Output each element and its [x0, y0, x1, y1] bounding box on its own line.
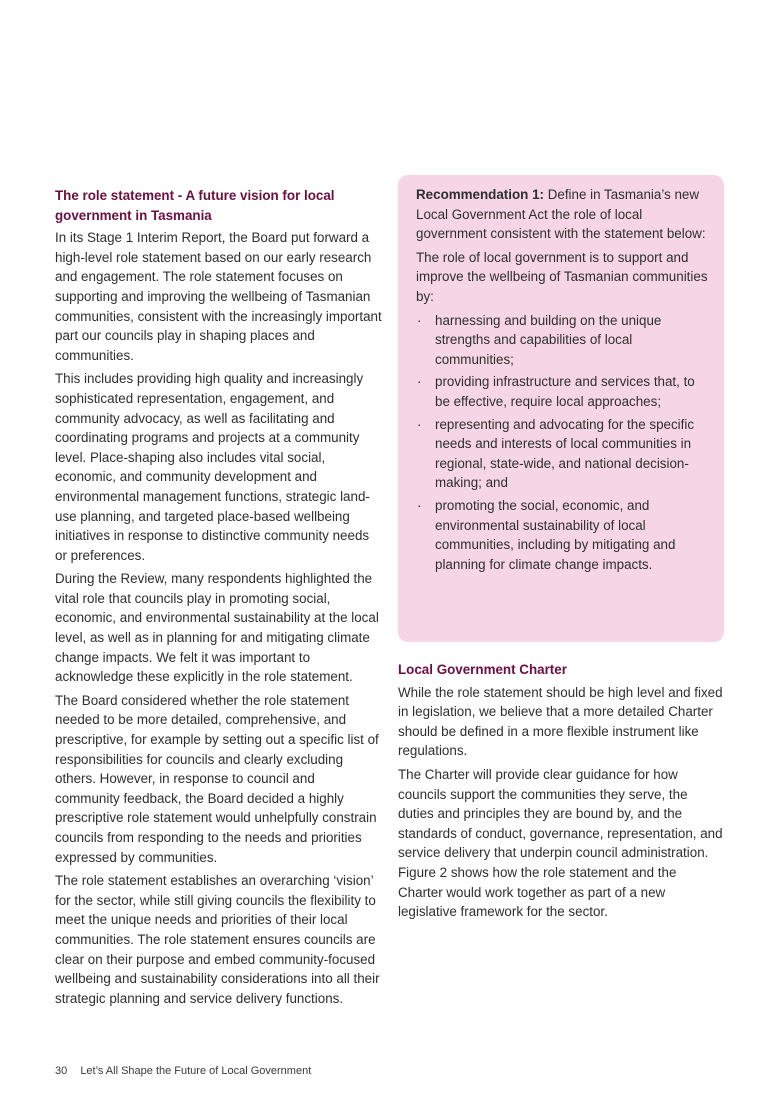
bullet-icon: ·	[417, 497, 422, 513]
recommendation-box	[398, 175, 724, 642]
role-statement-paragraph-5: The role statement establishes an overarching ‘vision’ for the sector, while still giving councils the flexibility to meet the unique needs and priorities of their local communities. The role statement ensures councils are clear on their purpose and embed community-focused wellbeing and sustainability considerations into all their strategic planning and service delivery functions.	[55, 873, 380, 1006]
page-footer	[55, 1065, 311, 1077]
right-column	[398, 175, 724, 926]
role-statement-paragraph-2: This includes providing high quality and increasingly sophisticated representation, engagement, and community advocacy, as well as facilitating and coordinating programs and projects at a community level. Place-shaping also includes vital social, economic, and community development and environmental management functions, strategic land-use planning, and targeted place-based wellbeing initiatives in response to distinctive community needs or preferences.	[55, 371, 370, 563]
role-statement-paragraph-4: The Board considered whether the role statement needed to be more detailed, comprehensive, and prescriptive, for example by setting out a specific list of responsibilities for councils and clearly excluding others. However, in response to council and community feedback, the Board decided a highly prescriptive role statement would unhelpfully constrain councils from responding to the needs and priorities expressed by communities.	[55, 692, 379, 865]
recommendation-item-text: representing and advocating for the specific needs and interests of local communities in regional, state-wide, and national decision-making; and	[435, 416, 695, 491]
role-statement-paragraph-3: During the Review, many respondents highlighted the vital role that councils play in promoting social, economic, and environmental sustainability at the local level, as well as in planning for and mitigating climate change impacts. We felt it was important to acknowledge these explicitly in the role statement.	[55, 571, 379, 685]
role-statement-section	[55, 186, 382, 1012]
role-statement-heading: The role statement - A future vision for local government in Tasmania	[55, 188, 335, 223]
charter-paragraph-2: The Charter will provide clear guidance for how councils support the communities they serve, the duties and principles they are bound by, and the standards of conduct, governance, representation, and service delivery that underpin council administration. Figure 2 shows how the role statement and the Charter would work together as part of a new legislative framework for the sector.	[398, 766, 723, 920]
recommendation-list	[416, 311, 708, 575]
page-number: 30	[55, 1065, 68, 1077]
recommendation-item	[416, 372, 708, 411]
recommendation-body: Define in Tasmania’s new Local Government Act the role of local government consistent with the statement below:	[416, 187, 706, 242]
bullet-icon: ·	[417, 374, 422, 390]
charter-section	[398, 660, 724, 922]
recommendation-item-text: providing infrastructure and services that, to be effective, require local approaches;	[435, 374, 695, 409]
recommendation-item	[416, 496, 708, 574]
charter-paragraph-1: While the role statement should be high level and fixed in legislation, we believe that a more detailed Charter should be defined in a more flexible instrument like regulations.	[398, 684, 723, 759]
recommendation-item	[416, 311, 708, 370]
recommendation-label: Recommendation 1:	[416, 187, 544, 202]
recommendation-item	[416, 415, 708, 493]
document-title: Let’s All Shape the Future of Local Government	[80, 1065, 312, 1077]
recommendation-text	[416, 185, 708, 244]
bullet-icon: ·	[417, 416, 422, 432]
bullet-icon: ·	[417, 312, 422, 328]
recommendation-item-text: promoting the social, economic, and environmental sustainability of local communities, including by mitigating and planning for climate change impacts.	[435, 497, 676, 572]
recommendation-item-text: harnessing and building on the unique strengths and capabilities of local communities;	[435, 312, 662, 367]
role-statement-paragraph-1: In its Stage 1 Interim Report, the Board put forward a high-level role statement based on our early research and engagement. The role statement focuses on supporting and improving the wellbeing of Tasmanian communities, consistent with the increasingly important part our councils play in shaping places and communities.	[55, 230, 382, 363]
recommendation-intro: The role of local government is to support and improve the wellbeing of Tasmanian communities by:	[416, 249, 708, 304]
charter-heading: Local Government Charter	[398, 662, 567, 677]
